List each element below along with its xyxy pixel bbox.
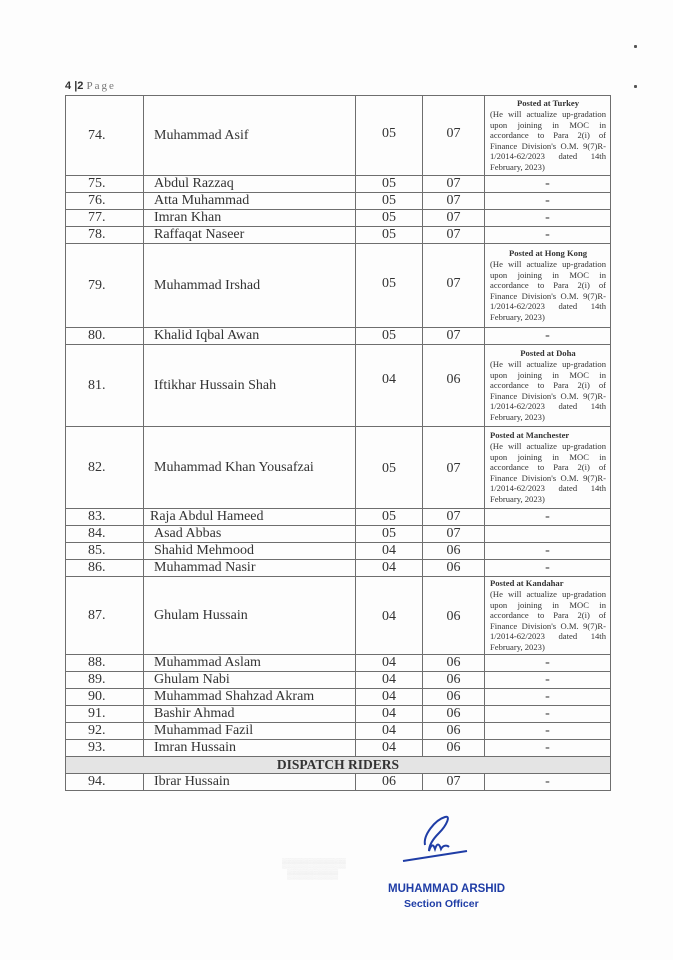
bps-from: 04	[356, 740, 423, 757]
employee-name: Raja Abdul Hameed	[144, 509, 356, 526]
remarks: -	[485, 655, 611, 672]
table-row	[66, 427, 611, 509]
scan-speck	[634, 85, 637, 88]
employee-name: Shahid Mehmood	[144, 543, 356, 560]
bps-to: 06	[423, 543, 485, 560]
serial-number: 87.	[66, 577, 144, 655]
employee-name: Muhammad Irshad	[144, 244, 356, 328]
remarks: -	[485, 774, 611, 791]
serial-number: 91.	[66, 706, 144, 723]
bps-from: 04	[356, 543, 423, 560]
serial-number: 85.	[66, 543, 144, 560]
serial-number: 88.	[66, 655, 144, 672]
remarks	[485, 345, 611, 427]
bps-from: 05	[356, 176, 423, 193]
bps-to: 06	[423, 672, 485, 689]
remarks: -	[485, 560, 611, 577]
bps-to: 07	[423, 193, 485, 210]
remarks: -	[485, 210, 611, 227]
bps-from: 06	[356, 774, 423, 791]
employee-name: Muhammad Aslam	[144, 655, 356, 672]
bps-from: 05	[356, 526, 423, 543]
employee-name: Abdul Razzaq	[144, 176, 356, 193]
table-row	[66, 227, 611, 244]
signatory-title: Section Officer	[404, 898, 479, 910]
employee-name: Muhammad Fazil	[144, 723, 356, 740]
bps-to: 06	[423, 560, 485, 577]
table-row	[66, 723, 611, 740]
serial-number: 76.	[66, 193, 144, 210]
serial-number: 82.	[66, 427, 144, 509]
table-row	[66, 509, 611, 526]
serial-number: 77.	[66, 210, 144, 227]
remark-body: (He will actualize up-gradation upon joining in MOC in accordance to Para 2(i) of Finance Division's O.M. 9(7)R-1/2014-62/2023 dated 14th February, 2023)	[490, 109, 606, 172]
page-separator: |	[74, 80, 78, 92]
employee-name: Raffaqat Naseer	[144, 227, 356, 244]
bps-from: 05	[356, 244, 423, 328]
bps-to: 07	[423, 328, 485, 345]
serial-number: 75.	[66, 176, 144, 193]
table-row	[66, 193, 611, 210]
serial-number: 92.	[66, 723, 144, 740]
remarks: -	[485, 672, 611, 689]
employee-name: Bashir Ahmad	[144, 706, 356, 723]
employee-name: Atta Muhammad	[144, 193, 356, 210]
serial-number: 86.	[66, 560, 144, 577]
bps-from: 04	[356, 689, 423, 706]
remark-body: (He will actualize up-gradation upon joining in MOC in accordance to Para 2(i) of Finance Division's O.M. 9(7)R-1/2014-62/2023 dated 14th February, 2023)	[490, 259, 606, 322]
bps-to: 06	[423, 689, 485, 706]
bps-from: 04	[356, 577, 423, 655]
bps-to: 07	[423, 774, 485, 791]
table-row	[66, 774, 611, 791]
staff-upgradation-table	[65, 95, 611, 791]
employee-name: Muhammad Shahzad Akram	[144, 689, 356, 706]
bps-to: 07	[423, 427, 485, 509]
employee-name: Ghulam Nabi	[144, 672, 356, 689]
employee-name: Muhammad Khan Yousafzai	[144, 427, 356, 509]
remarks	[485, 96, 611, 176]
remarks: -	[485, 706, 611, 723]
bps-to: 07	[423, 244, 485, 328]
page-header	[65, 80, 116, 92]
bps-from: 04	[356, 672, 423, 689]
employee-name: Ibrar Hussain	[144, 774, 356, 791]
bps-from: 04	[356, 560, 423, 577]
serial-number: 90.	[66, 689, 144, 706]
serial-number: 81.	[66, 345, 144, 427]
bps-from: 05	[356, 227, 423, 244]
bps-from: 04	[356, 345, 423, 427]
bps-to: 06	[423, 723, 485, 740]
bps-to: 07	[423, 509, 485, 526]
section-title: DISPATCH RIDERS	[66, 757, 611, 774]
signature-icon	[395, 815, 475, 865]
bps-to: 06	[423, 706, 485, 723]
bps-from: 05	[356, 328, 423, 345]
serial-number: 74.	[66, 96, 144, 176]
bps-from: 05	[356, 210, 423, 227]
page-number: 4	[65, 80, 72, 92]
table-row	[66, 543, 611, 560]
table-row	[66, 740, 611, 757]
page-word: Page	[86, 80, 116, 92]
bps-from: 05	[356, 193, 423, 210]
table-row	[66, 560, 611, 577]
remarks: -	[485, 176, 611, 193]
employee-name: Muhammad Asif	[144, 96, 356, 176]
serial-number: 94.	[66, 774, 144, 791]
bps-to: 07	[423, 176, 485, 193]
bps-to: 06	[423, 655, 485, 672]
section-header-row	[66, 757, 611, 774]
scan-speck	[634, 45, 637, 48]
posting-title: Posted at Hong Kong	[508, 248, 588, 259]
bps-from: 05	[356, 96, 423, 176]
table-row	[66, 655, 611, 672]
remark-body: (He will actualize up-gradation upon joining in MOC in accordance to Para 2(i) of Finance Division's O.M. 9(7)R-1/2014-62/2023 dated 14th February, 2023)	[490, 359, 606, 422]
bps-from: 05	[356, 427, 423, 509]
posting-title: Posted at Turkey	[516, 98, 580, 109]
remarks: -	[485, 328, 611, 345]
bps-to: 07	[423, 210, 485, 227]
table-row	[66, 672, 611, 689]
bps-to: 07	[423, 96, 485, 176]
posting-title: Posted at Doha	[520, 348, 576, 359]
employee-name: Imran Khan	[144, 210, 356, 227]
remarks	[485, 526, 611, 543]
bps-to: 07	[423, 526, 485, 543]
remarks: -	[485, 689, 611, 706]
employee-name: Khalid Iqbal Awan	[144, 328, 356, 345]
remark-body: (He will actualize up-gradation upon joining in MOC in accordance to Para 2(i) of Finance Division's O.M. 9(7)R-1/2014-62/2023 dated 14th February, 2023)	[490, 441, 606, 504]
table-row	[66, 526, 611, 543]
bps-to: 07	[423, 227, 485, 244]
posting-title: Posted at Manchester	[490, 430, 570, 441]
remarks: -	[485, 509, 611, 526]
serial-number: 84.	[66, 526, 144, 543]
table-row	[66, 328, 611, 345]
remarks	[485, 244, 611, 328]
signatory-name: MUHAMMAD ARSHID	[388, 883, 506, 895]
serial-number: 83.	[66, 509, 144, 526]
employee-name: Ghulam Hussain	[144, 577, 356, 655]
employee-name: Iftikhar Hussain Shah	[144, 345, 356, 427]
posting-title: Posted at Kandahar	[490, 578, 564, 589]
serial-number: 78.	[66, 227, 144, 244]
remarks: -	[485, 227, 611, 244]
serial-number: 80.	[66, 328, 144, 345]
serial-number: 93.	[66, 740, 144, 757]
employee-name: Imran Hussain	[144, 740, 356, 757]
faded-stamp: ▒▒▒▒▒▒▒▒▒▒ ▒▒▒▒▒▒▒▒	[282, 858, 346, 879]
table-row	[66, 689, 611, 706]
table-row	[66, 706, 611, 723]
bps-from: 04	[356, 706, 423, 723]
table-row	[66, 210, 611, 227]
bps-to: 06	[423, 345, 485, 427]
remarks: -	[485, 543, 611, 560]
remarks	[485, 577, 611, 655]
employee-name: Asad Abbas	[144, 526, 356, 543]
remarks: -	[485, 723, 611, 740]
table-row	[66, 244, 611, 328]
serial-number: 79.	[66, 244, 144, 328]
table-row	[66, 96, 611, 176]
remarks	[485, 427, 611, 509]
bps-from: 05	[356, 509, 423, 526]
table-row	[66, 176, 611, 193]
page-total: 2	[77, 80, 84, 92]
bps-from: 04	[356, 723, 423, 740]
bps-to: 06	[423, 740, 485, 757]
employee-name: Muhammad Nasir	[144, 560, 356, 577]
serial-number: 89.	[66, 672, 144, 689]
remarks: -	[485, 193, 611, 210]
table-row	[66, 577, 611, 655]
table-row	[66, 345, 611, 427]
remark-body: (He will actualize up-gradation upon joining in MOC in accordance to Para 2(i) of Finance Division's O.M. 9(7)R-1/2014-62/2023 dated 14th February, 2023)	[490, 589, 606, 652]
remarks: -	[485, 740, 611, 757]
bps-to: 06	[423, 577, 485, 655]
bps-from: 04	[356, 655, 423, 672]
